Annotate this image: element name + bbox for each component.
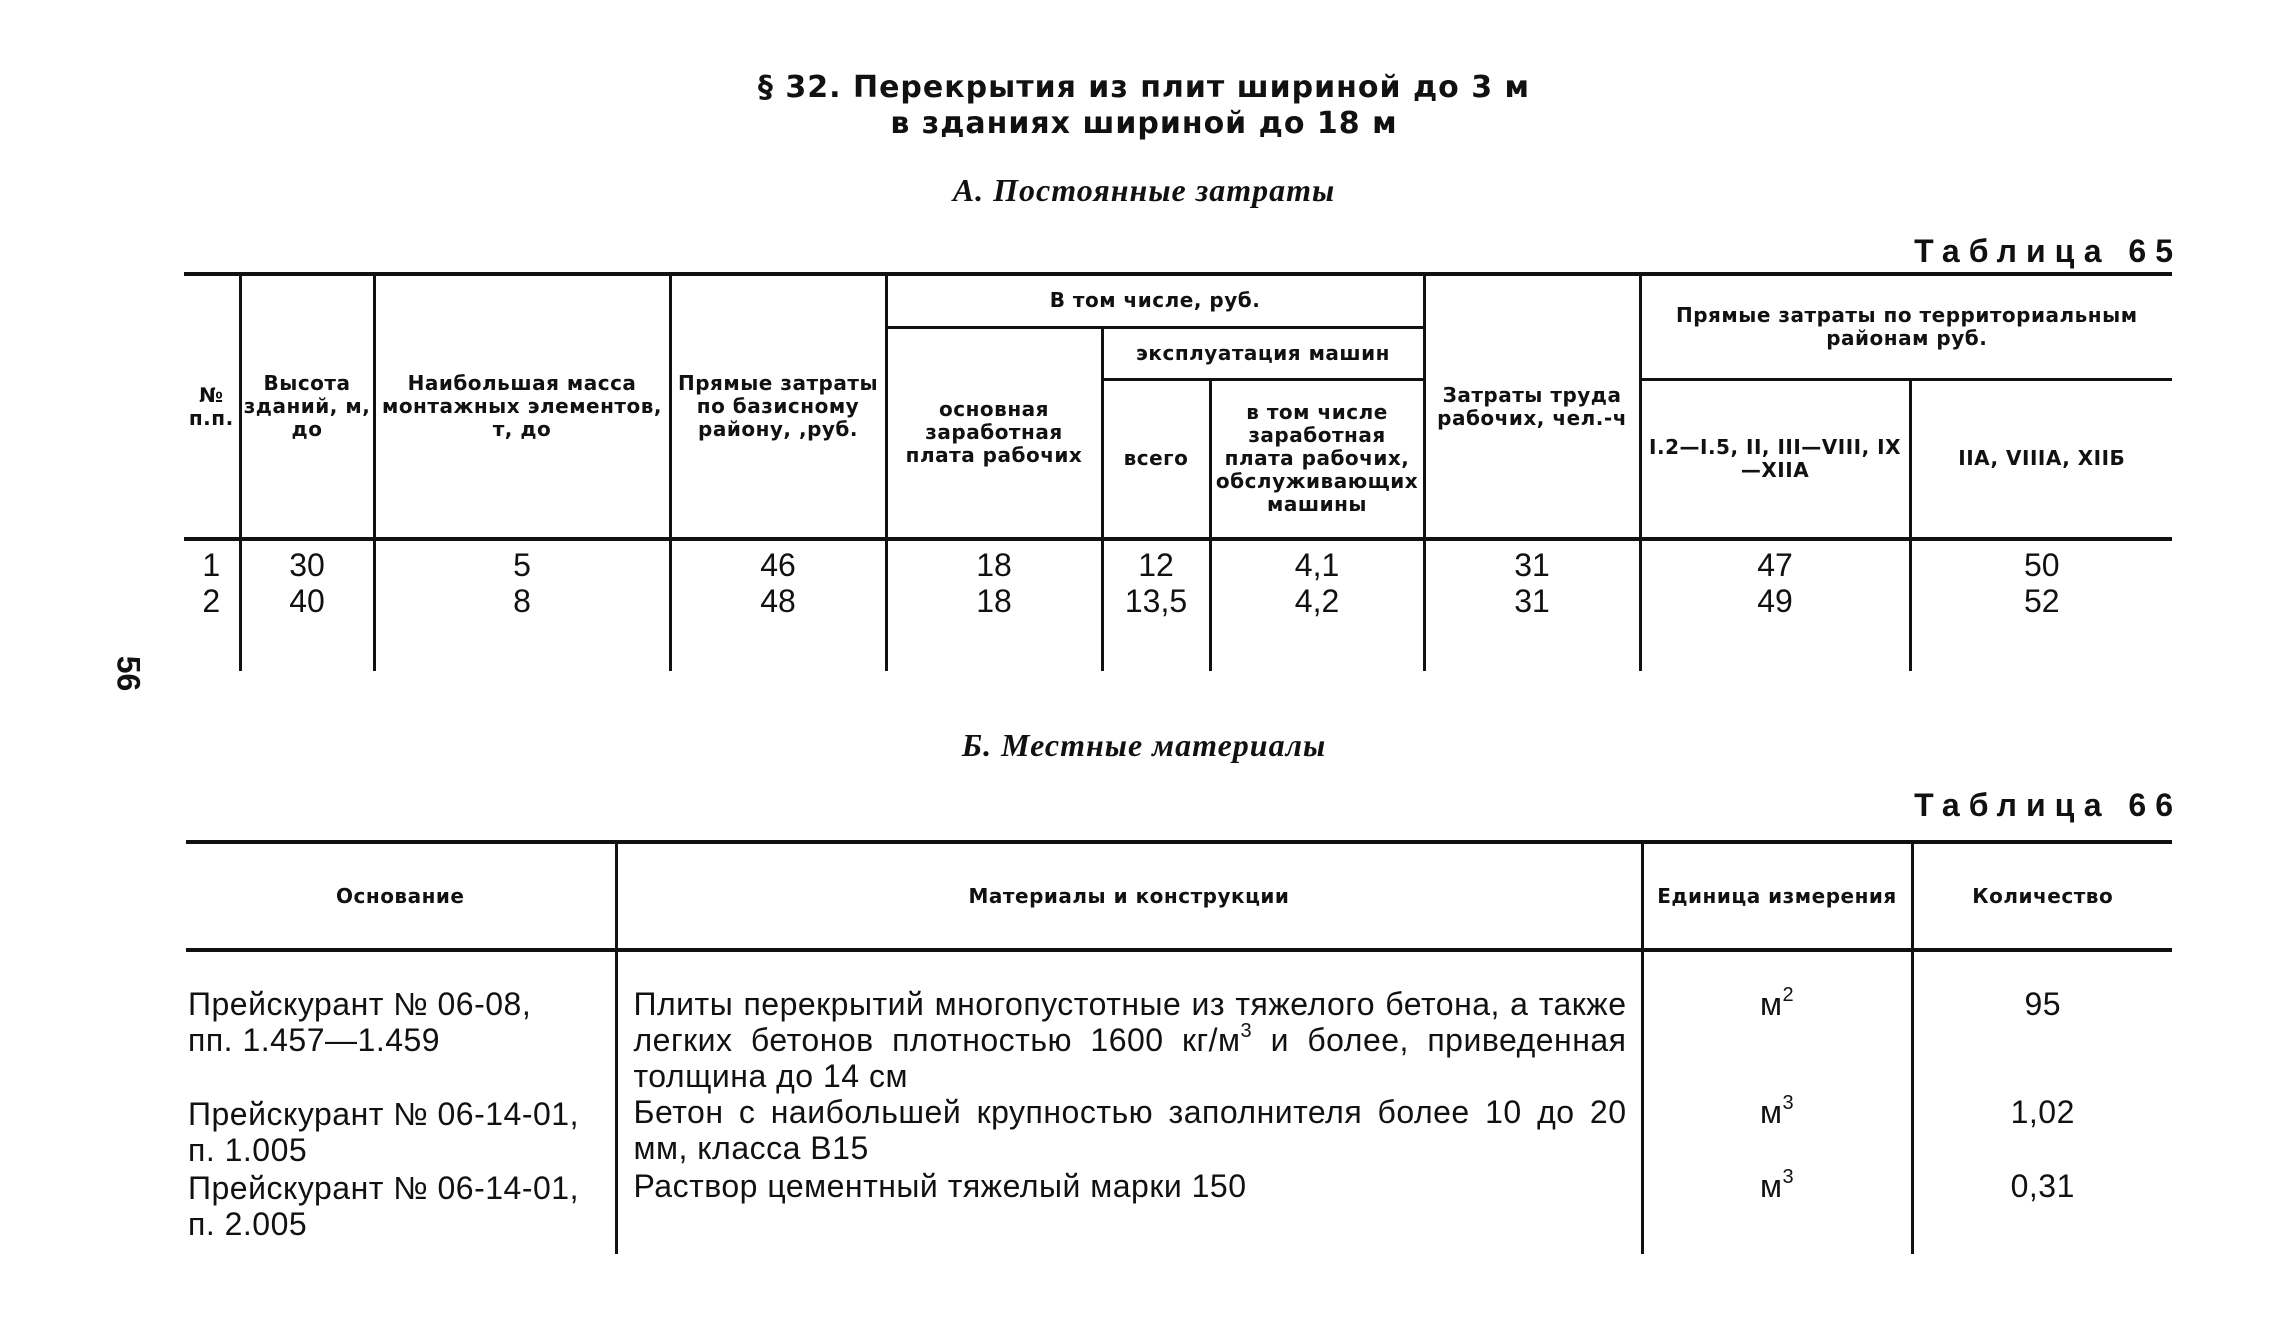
cell-region-1: 47 <box>1640 539 1910 583</box>
material-superscript: 3 <box>1240 1020 1253 1042</box>
cell-num: 2 <box>184 583 240 619</box>
section-title-line2: в зданиях шириной до 18 м <box>890 106 1398 141</box>
cell-height: 30 <box>240 539 374 583</box>
header-height: Высота зданий, м, до <box>240 274 374 539</box>
table-66 <box>186 840 2172 1254</box>
header-labor: Затраты труда рабочих, чел.-ч <box>1424 274 1640 539</box>
cell-labor: 31 <box>1424 583 1640 619</box>
unit-superscript: 2 <box>1782 984 1795 1006</box>
table-row <box>186 950 2172 1094</box>
part-b-title: Б. Местные материалы <box>961 727 1327 763</box>
basis-line-2: п. 1.005 <box>188 1132 308 1168</box>
header-wage: основная заработная плата рабочих <box>886 327 1102 539</box>
header-machine: эксплуатация машин <box>1102 327 1424 379</box>
cell-wage: 18 <box>886 539 1102 583</box>
table-65-label: Таблица 65 <box>1914 233 2182 269</box>
cell-quantity: 95 <box>1912 950 2172 1094</box>
table-row <box>186 1094 2172 1168</box>
cell-unit <box>1642 1094 1912 1168</box>
cell-basis <box>186 1094 616 1168</box>
table-row <box>186 1168 2172 1242</box>
cell-basis <box>186 1168 616 1242</box>
cell-height: 40 <box>240 583 374 619</box>
cell-num: 1 <box>184 539 240 583</box>
cell-labor: 31 <box>1424 539 1640 583</box>
header-region-1: I.2—I.5, II, III—VIII, IX—XIIA <box>1640 379 1910 539</box>
header-quantity: Количество <box>1912 842 2172 950</box>
cell-quantity: 1,02 <box>1912 1094 2172 1168</box>
table-row <box>184 583 2172 619</box>
cell-mass: 5 <box>374 539 670 583</box>
cell-material: Бетон с наибольшей крупностью заполнителя более 10 до 20 мм, класса В15 <box>616 1094 1642 1168</box>
cell-direct: 46 <box>670 539 886 583</box>
header-region-2: IIA, VIIIA, XIIБ <box>1910 379 2172 539</box>
header-regional: Прямые затраты по территориальным районам руб. <box>1640 274 2172 379</box>
cell-quantity: 0,31 <box>1912 1168 2172 1242</box>
cell-material <box>616 950 1642 1094</box>
unit-superscript: 3 <box>1782 1166 1795 1188</box>
cell-unit <box>1642 1168 1912 1242</box>
cell-material: Раствор цементный тяжелый марки 150 <box>616 1168 1642 1242</box>
cell-total: 13,5 <box>1102 583 1210 619</box>
material-text: Плиты перекрытий многопустотные из тяжелого бетона, а также легких бетонов плотностью 1600 кг/м <box>633 986 1627 1058</box>
unit-superscript: 3 <box>1782 1092 1795 1114</box>
material-text-tail: и более, приведенная толщина до 14 см <box>633 1022 1627 1094</box>
table-row <box>184 539 2172 583</box>
cell-region-1: 49 <box>1640 583 1910 619</box>
header-total: всего <box>1102 379 1210 539</box>
cell-machine-wage: 4,1 <box>1210 539 1424 583</box>
header-direct-costs: Прямые затраты по базисному району, ,руб. <box>670 274 886 539</box>
basis-line-1: Прейскурант № 06-14-01, <box>188 1170 579 1206</box>
cell-mass: 8 <box>374 583 670 619</box>
cell-basis <box>186 950 616 1094</box>
table-66-label: Таблица 66 <box>1914 787 2182 823</box>
section-title-line1: § 32. Перекрытия из плит шириной до 3 м <box>757 70 1531 105</box>
page-number: 56 <box>110 655 147 692</box>
table-65 <box>184 272 2172 671</box>
cell-wage: 18 <box>886 583 1102 619</box>
basis-line-2: п. 2.005 <box>188 1206 308 1242</box>
unit-text: м <box>1759 1094 1783 1130</box>
part-a-title: А. Постоянные затраты <box>952 172 1336 208</box>
basis-line-2: пп. 1.457—1.459 <box>188 1022 441 1058</box>
cell-direct: 48 <box>670 583 886 619</box>
header-mass: Наибольшая масса монтажных элементов, т, до <box>374 274 670 539</box>
basis-line-1: Прейскурант № 06-14-01, <box>188 1096 579 1132</box>
header-unit: Единица измерения <box>1642 842 1912 950</box>
cell-region-2: 52 <box>1910 583 2172 619</box>
header-num: № п.п. <box>184 274 240 539</box>
cell-total: 12 <box>1102 539 1210 583</box>
header-basis: Основание <box>186 842 616 950</box>
header-materials: Материалы и конструкции <box>616 842 1642 950</box>
cell-region-2: 50 <box>1910 539 2172 583</box>
cell-unit <box>1642 950 1912 1094</box>
unit-text: м <box>1759 986 1783 1022</box>
basis-line-1: Прейскурант № 06-08, <box>188 986 532 1022</box>
cell-machine-wage: 4,2 <box>1210 583 1424 619</box>
unit-text: м <box>1759 1168 1783 1204</box>
header-including: В том числе, руб. <box>886 274 1424 327</box>
header-machine-wage: в том числе заработная плата рабочих, обслуживающих машины <box>1210 379 1424 539</box>
